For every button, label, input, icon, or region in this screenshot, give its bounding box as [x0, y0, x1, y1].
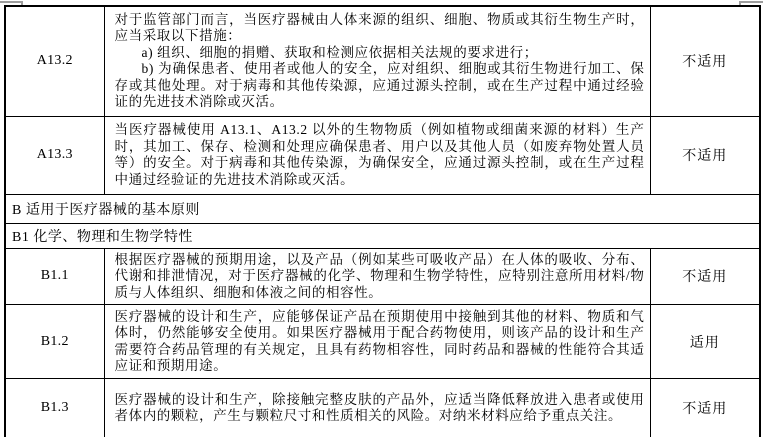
section-heading: B 适用于医疗器械的基本原则 — [5, 194, 760, 223]
applicability-status: 不适用 — [650, 6, 760, 116]
table-section-row-b1 — [5, 223, 760, 248]
clause-code: B1.1 — [5, 248, 104, 305]
clause-subitem-a: a) 组织、细胞的捐赠、获取和检测应依据相关法规的要求进行； — [141, 44, 538, 60]
applicability-status: 不适用 — [650, 116, 760, 194]
clause-text-cell — [104, 379, 650, 437]
applicability-status: 不适用 — [650, 379, 760, 437]
applicability-status: 适用 — [650, 305, 760, 379]
table-row-a13-3 — [5, 116, 760, 194]
previous-row-border-fragment-left — [0, 1, 22, 3]
clause-code: B1.3 — [5, 379, 104, 437]
clause-code: B1.2 — [5, 305, 104, 379]
previous-row-border-fragment-right — [740, 1, 763, 3]
clause-code: A13.2 — [5, 6, 104, 116]
clause-subitem-b: b) 为确保患者、使用者或他人的安全，应对组织、细胞或其衍生物进行加工、保存或其他处理。对于病毒和其他传染源，应通过源头控制，或在生产过程中通过经验证的先进技术消除或灭活。 — [114, 61, 645, 110]
clause-text-cell — [104, 305, 650, 379]
clause-paragraph: 根据医疗器械的预期用途，以及产品（例如某些可吸收产品）在人体的吸收、分布、代谢和排泄情况，对于医疗器械的化学、物理和生物学特性，应特别注意所用材料/物质与人体组织、细胞和体液之间的相容性。 — [114, 251, 645, 300]
clause-text-cell — [104, 6, 650, 116]
essential-principles-table — [4, 5, 761, 437]
table-row-b1-1 — [5, 248, 760, 305]
table-row-a13-2 — [5, 6, 760, 116]
clause-text-cell — [104, 116, 650, 194]
table-section-row-b — [5, 194, 760, 223]
table-row-b1-2 — [5, 305, 760, 379]
clause-text-cell — [104, 248, 650, 305]
section-heading: B1 化学、物理和生物学特性 — [5, 223, 760, 248]
clause-paragraph: 医疗器械的设计和生产，除接触完整皮肤的产品外，应适当降低释放进入患者或使用者体内的颗粒，产生与颗粒尺寸和性质相关的风险。对纳米材料应给予重点关注。 — [114, 391, 645, 424]
clause-paragraph: 当医疗器械使用 A13.1、A13.2 以外的生物物质（例如植物或细菌来源的材料）生产时，其加工、保存、检测和处理应确保患者、用户以及其他人员（如废弃物处置人员等）的安全。对于病毒和其他传染源，为确保安全，应通过源头控制，或在生产过程中通过经验证的先进技术消除或灭活。 — [114, 122, 645, 187]
clause-paragraph: 对于监管部门而言，当医疗器械由人体来源的组织、细胞、物质或其衍生物生产时，应当采取以下措施： — [114, 11, 645, 44]
applicability-status: 不适用 — [650, 248, 760, 305]
clause-paragraph: 医疗器械的设计和生产，应能够保证产品在预期使用中接触到其他的材料、物质和气体时，仍然能够安全使用。如果医疗器械用于配合药物使用，则该产品的设计和生产需要符合药品管理的有关规定，且具有药物相容性，同时药品和器械的性能符合其适应证和预期用途。 — [114, 308, 645, 373]
clause-code: A13.3 — [5, 116, 104, 194]
table-row-b1-3 — [5, 379, 760, 437]
